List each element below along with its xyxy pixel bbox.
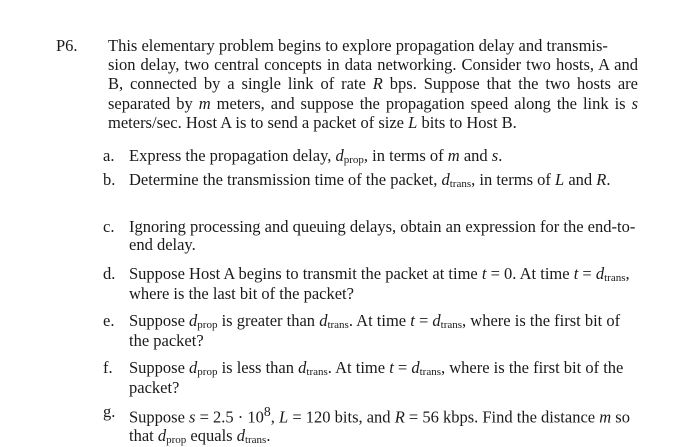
item-label: a. <box>103 146 115 165</box>
item-text: Suppose $s = 2.5 \cdot 10^8$, L = 120 bits, and R = 56 kbps. Find the distance m so that $d_{prop}$ equals $d_{trans}$. <box>129 404 630 446</box>
item-label: e. <box>103 311 115 330</box>
item-text: Determine the transmission time of the packet, $d_{trans}$, in terms of L and R. <box>129 170 611 190</box>
item-label: c. <box>103 217 115 236</box>
item-label: g. <box>103 402 116 421</box>
item-text: Express the propagation delay, $d_{prop}$, in terms of m and s. <box>129 146 503 166</box>
problem-intro: This elementary problem begins to explore propagation delay and transmis- sion delay, two central concepts in data networking. Consider two hosts, A and B, connected by a single link of rate R bps. Suppose that the two hosts are separated by m meters, and suppose the propagation speed along the link is s meters/sec. Host A is to send a packet of size L bits to Host B. <box>108 36 639 132</box>
item-text: Suppose $d_{prop}$ is greater than $d_{trans}$. At time $t = d_{trans}$, where is the first bit of the packet? <box>129 311 621 350</box>
problem-number: P6. <box>56 36 78 55</box>
item-text: Ignoring processing and queuing delays, obtain an expression for the end-to-end delay. <box>129 217 636 254</box>
item-text: Suppose Host A begins to transmit the packet at time t = 0. At time $t = d_{trans}$, where is the last bit of the packet? <box>129 264 630 303</box>
item-label: b. <box>103 170 116 189</box>
item-label: f. <box>103 358 113 377</box>
item-label: d. <box>103 264 116 283</box>
item-text: Suppose $d_{prop}$ is less than $d_{trans}$. At time $t = d_{trans}$, where is the first bit of the packet? <box>129 358 624 397</box>
